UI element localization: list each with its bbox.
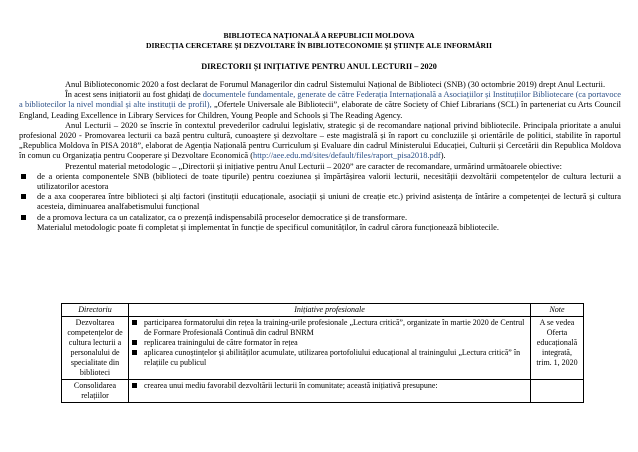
initiative-text: crearea unui mediu favorabil dezvoltării lecturii în comunitate; această inițiativă presupune:: [144, 381, 438, 390]
initiative-text: replicarea trainingului de către formator în rețea: [144, 338, 298, 347]
list-item: [19, 192, 621, 212]
initiatives-cell: [129, 317, 531, 380]
guidance-text-highlight: documentele fundamentale, generate de către Federația Internațională a Asociațiilor și Instituțiilor Bibliotecare (ca portavoce a bibliotecilor la nivel mondial și alte instituții de profil),: [19, 90, 621, 110]
objective-text: de a promova lectura ca un catalizator, ca o prezență indispensabilă proceselor democratice și de transformare.: [37, 212, 408, 222]
guidance-text-end: „Ofertele Universale ale Bibliotecii”, elaborate de către Society of Chief Librarians (SCL) în parteneriat cu Arts Council England, Leading Excellence in Library Services for Children, Young People and Schools și The Reading Agency.: [19, 100, 621, 120]
objective-text: de a orienta componentele SNB (biblioteci de toate tipurile) pentru coeziunea și împărtășirea valorii lecturii, necesității dezvoltării competențelor de cultura lecturii a utilizatorilor acestora: [37, 171, 621, 192]
list-item: [19, 213, 621, 223]
bullet-icon: [132, 383, 137, 388]
objectives-list: [19, 172, 621, 223]
initiative-text: participarea formatorului din rețea la training-urile profesionale „Lectura critică”, organizate în martie 2020 de Centrul de Formare Profesională Continuă din cadrul BNRM: [144, 318, 525, 337]
bullet-icon: [132, 320, 137, 325]
table-row: [62, 317, 584, 380]
column-header-initiatives: Inițiative profesionale: [129, 304, 531, 317]
paragraph-adaptation: Materialul metodologic poate fi completat și implementat în funcție de specificul comunităților, în cadrul cărora funcționează bibliotecile.: [37, 222, 499, 232]
column-header-directoriu: Directoriu: [62, 304, 129, 317]
note-cell: [531, 380, 584, 403]
note-cell: A se vedea Oferta educațională integrată, trim. 1, 2020: [531, 317, 584, 380]
context-text-end: ).: [440, 151, 446, 161]
table-row: [62, 380, 584, 403]
objective-text: de a axa cooperarea între biblioteci și alți factori (instituții educaționale, asociații și uniuni de creație etc.) privind asistența de întărire a competenței de lectură și cultura acesteia, diminuarea analfabetismului funcțional: [37, 192, 621, 212]
pisa-report-link[interactable]: http://aee.edu.md/sites/default/files/raport_pisa2018.pdf: [253, 151, 441, 161]
initiatives-list: [132, 318, 527, 368]
bullet-icon: [21, 194, 26, 199]
paragraph-objectives-intro: Prezentul material metodologic – „Directorii și inițiative pentru Anul Lecturii – 2020” are caracter de recomandare, urmărind următoarele obiective:: [65, 161, 562, 171]
initiatives-cell: [129, 380, 531, 403]
document-title: DIRECTORII ȘI INIȚIATIVE PENTRU ANUL LECTURII – 2020: [201, 62, 437, 71]
column-header-note: Note: [531, 304, 584, 317]
paragraph-context: [19, 121, 621, 162]
document-body: [19, 80, 621, 233]
directoriu-cell: Dezvoltarea competențelor de cultura lecturii a personalului de specialitate din biblioteci: [62, 317, 129, 380]
initiative-text: aplicarea cunoștințelor și abilităților acumulate, utilizarea portofoliului educațional al trainingului „Lectura critică” în relațiile cu publicul: [144, 348, 521, 367]
bullet-icon: [132, 340, 137, 345]
department-name: DIRECȚIA CERCETARE ȘI DEZVOLTARE ÎN BIBLIOTECONOMIE ȘI ȘTIINȚE ALE INFORMĂRII: [146, 41, 492, 50]
list-item: [132, 318, 527, 338]
initiatives-list: [132, 381, 527, 391]
bullet-icon: [21, 215, 26, 220]
institution-name: BIBLIOTECA NAȚIONALĂ A REPUBLICII MOLDOVA: [223, 31, 415, 40]
context-text: Anul Lecturii – 2020 se înscrie în contextul prevederilor cadrului legislativ, strategic și de recomandare național privind bibliotecile. Principala prioritate a anului profesional 2020 - Promovarea lecturii ca bază pentru cultură, cunoaștere și dezvoltare – este magistrală și în raport cu concluziile și orientările de politici, stabilite în raportul „Republica Moldova în PISA 2018”, elaborat de Agenția Națională pentru Curriculum și Evaluare din cadrul Ministerului Educației, Culturii și Cercetării din Republica Moldova în comun cu Organizația pentru Cooperare și Dezvoltare Economică (: [19, 120, 621, 161]
guidance-text-start: În acest sens inițiatorii au fost ghidați de: [65, 90, 203, 100]
paragraph-intro: Anul Biblioteconomic 2020 a fost declarat de Forumul Managerilor din cadrul Sistemului Național de Biblioteci (SNB) (30 octombrie 2019) drept Anul Lecturii.: [65, 80, 606, 89]
list-item: [19, 172, 621, 192]
bullet-icon: [132, 350, 137, 355]
bullet-icon: [21, 174, 26, 179]
paragraph-guidance: [19, 90, 621, 121]
directoriu-cell: Consolidarea relațiilor: [62, 380, 129, 403]
directions-table: [61, 303, 584, 403]
list-item: [132, 348, 527, 368]
list-item: [132, 338, 527, 348]
table-header-row: [62, 304, 584, 317]
list-item: [132, 381, 527, 391]
